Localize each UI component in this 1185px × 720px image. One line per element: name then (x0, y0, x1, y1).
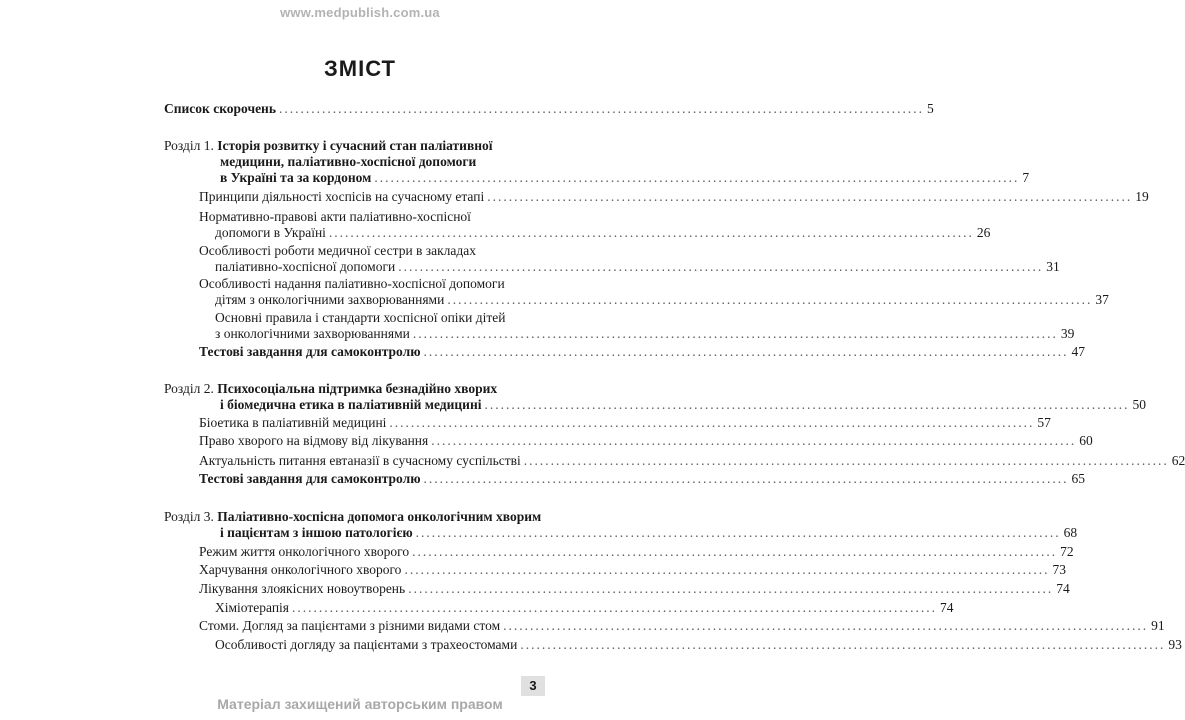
dot-leader: ........................................................................................................................ (520, 637, 1166, 652)
toc-page-number: 57 (1037, 415, 1051, 430)
chapter-title-line: Психосоціальна підтримка безнадійно хворих (217, 381, 498, 396)
toc-entry-label: Принципи діяльності хоспісів на сучасному етапі (199, 189, 485, 204)
toc-entry-label: дітям з онкологічними захворюваннями (215, 292, 445, 307)
toc-entry[interactable] (199, 189, 1149, 205)
dot-leader: ........................................................................................................................ (398, 259, 1044, 274)
dot-leader: ........................................................................................................................ (292, 600, 938, 615)
toc-page-number: 72 (1060, 544, 1074, 559)
toc-entry-label: Харчування онкологічного хворого (199, 562, 402, 577)
toc-page-number: 93 (1168, 637, 1182, 652)
toc-page-number: 19 (1135, 189, 1149, 204)
toc-page-number: 37 (1095, 292, 1109, 307)
toc-entry[interactable] (199, 433, 1093, 449)
page-number: 3 (521, 676, 545, 696)
toc-page-number: 31 (1046, 259, 1060, 274)
chapter-title-line: в Україні та за кордоном (220, 170, 372, 185)
toc-entry-label: Тестові завдання для самоконтролю (199, 471, 421, 486)
dot-leader: ........................................................................................................................ (412, 544, 1058, 559)
toc-entry[interactable] (199, 562, 1066, 578)
dot-leader: ........................................................................................................................ (431, 433, 1077, 448)
toc-entry[interactable] (215, 600, 954, 616)
toc-page-number: 73 (1052, 562, 1066, 577)
toc-entry[interactable] (199, 276, 1109, 308)
toc-entry-label: Тестові завдання для самоконтролю (199, 344, 421, 359)
toc-entry-label: Актуальність питання евтаназії в сучасному суспільстві (199, 453, 521, 468)
toc-entry-self-test[interactable] (199, 471, 1086, 487)
toc-page-number: 7 (1022, 170, 1030, 185)
toc-chapter-1[interactable] (164, 138, 1030, 186)
chapter-title-line: Історія розвитку і сучасний стан паліативної (217, 138, 493, 153)
copyright-notice: Матеріал захищений авторським правом (217, 696, 503, 712)
dot-leader: ........................................................................................................................ (523, 453, 1169, 468)
toc-page-number: 60 (1079, 433, 1093, 448)
toc-entry[interactable] (199, 618, 1165, 634)
toc-page-number: 68 (1063, 525, 1078, 540)
toc-chapter-2[interactable] (164, 381, 1146, 413)
dot-leader: ........................................................................................................................ (423, 471, 1069, 486)
dot-leader: ........................................................................................................................ (408, 581, 1054, 596)
toc-page-number: 39 (1060, 326, 1075, 341)
toc-entry-label: Лікування злоякісних новоутворень (199, 581, 406, 596)
toc-page-number: 26 (976, 225, 991, 240)
site-watermark: www.medpublish.com.ua (280, 5, 440, 20)
dot-leader: ........................................................................................................................ (415, 525, 1061, 540)
chapter-prefix: Розділ 2. (164, 381, 214, 396)
toc-entry-label: Особливості роботи медичної сестри в закладах (199, 243, 477, 258)
toc-entry[interactable] (215, 637, 1182, 653)
dot-leader: ........................................................................................................................ (404, 562, 1050, 577)
toc-entry-label: Режим життя онкологічного хворого (199, 544, 410, 559)
toc-entry-label: паліативно-хоспісної допомоги (215, 259, 396, 274)
toc-entry[interactable] (199, 415, 1051, 431)
toc-page-number: 50 (1132, 397, 1146, 412)
toc-entry-label: Хіміотерапія (215, 600, 290, 615)
page-title: ЗМІСТ (324, 56, 396, 81)
toc-entry[interactable] (215, 310, 1075, 342)
toc-entry-self-test[interactable] (199, 344, 1086, 360)
toc-page-number: 74 (1056, 581, 1070, 596)
toc-entry-label: Особливості надання паліативно-хоспісної допомоги (199, 276, 505, 291)
toc-entry-label: Основні правила і стандарти хоспісної опіки дітей (215, 310, 506, 325)
toc-entry-label: Право хворого на відмову від лікування (199, 433, 429, 448)
toc-entry-label: Стоми. Догляд за пацієнтами з різними видами стом (199, 618, 501, 633)
dot-leader: ........................................................................................................................ (487, 189, 1133, 204)
dot-leader: ........................................................................................................................ (374, 170, 1020, 185)
toc-entry-abbreviations[interactable] (164, 101, 934, 117)
toc-entry-label: Список скорочень (164, 101, 276, 116)
chapter-title-line: і біомедична етика в паліативній медицині (220, 397, 482, 412)
chapter-prefix: Розділ 1. (164, 138, 214, 153)
toc-page-number: 62 (1171, 453, 1185, 468)
toc-entry-label: Особливості догляду за пацієнтами з трахеостомами (215, 637, 518, 652)
dot-leader: ........................................................................................................................ (503, 618, 1149, 633)
chapter-title-line: медицини, паліативно-хоспісної допомоги (220, 154, 477, 169)
toc-entry[interactable] (199, 243, 1060, 275)
dot-leader: ........................................................................................................................ (328, 225, 974, 240)
toc-page-number: 74 (940, 600, 954, 615)
toc-entry[interactable] (199, 544, 1074, 560)
toc-entry-label: допомоги в Україні (215, 225, 326, 240)
toc-page-number: 5 (926, 101, 934, 116)
chapter-title-line: Паліативно-хоспісна допомога онкологічним хворим (217, 509, 542, 524)
toc-entry-label: Біоетика в паліативній медицині (199, 415, 387, 430)
chapter-title-line: і пацієнтам з іншою патологією (220, 525, 413, 540)
dot-leader: ........................................................................................................................ (412, 326, 1058, 341)
toc-entry-label: з онкологічними захворюваннями (215, 326, 410, 341)
dot-leader: ........................................................................................................................ (484, 397, 1130, 412)
chapter-prefix: Розділ 3. (164, 509, 214, 524)
dot-leader: ........................................................................................................................ (389, 415, 1035, 430)
toc-entry[interactable] (199, 209, 991, 241)
dot-leader: ........................................................................................................................ (278, 101, 924, 116)
toc-entry[interactable] (199, 581, 1070, 597)
toc-entry-label: Нормативно-правові акти паліативно-хоспісної (199, 209, 471, 224)
toc-chapter-3[interactable] (164, 509, 1078, 541)
toc-page-number: 65 (1071, 471, 1086, 486)
toc-page-number: 47 (1071, 344, 1086, 359)
dot-leader: ........................................................................................................................ (447, 292, 1093, 307)
toc-page-number: 91 (1151, 618, 1165, 633)
toc-entry[interactable] (199, 453, 1185, 469)
dot-leader: ........................................................................................................................ (423, 344, 1069, 359)
